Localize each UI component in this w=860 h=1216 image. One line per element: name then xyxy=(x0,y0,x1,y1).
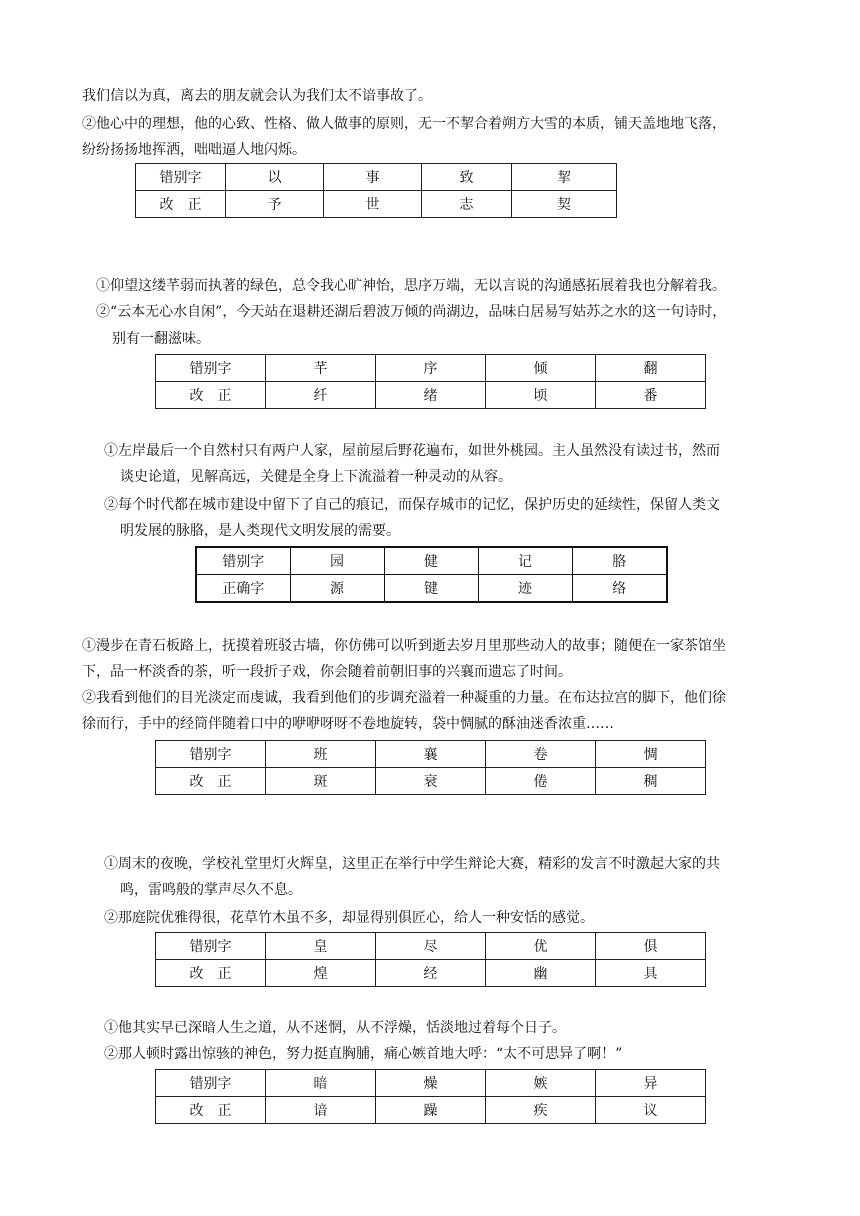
table-header-cell: 错别字 xyxy=(156,1070,266,1097)
correction-table xyxy=(155,740,706,795)
table-cell: 记 xyxy=(478,547,572,575)
table-cell: 俱 xyxy=(596,933,706,960)
table-row xyxy=(156,382,706,409)
table-header-cell: 改 正 xyxy=(156,768,266,795)
table-cell: 事 xyxy=(324,164,422,191)
paragraph-line: ①左岸最后一个自然村只有两户人家，屋前屋后野花遍布，如世外桃园。主人虽然没有读过书，然而 xyxy=(104,443,720,459)
correction-table xyxy=(135,163,617,218)
table-cell: 芊 xyxy=(266,355,376,382)
paragraph-line: ②那人顿时露出惊骇的神色，努力挺直胸脯，痛心嫉首地大呼：“太不可思异了啊！” xyxy=(104,1046,623,1062)
table-cell: 致 xyxy=(422,164,512,191)
paragraph-line: 谈史论道，见解高远，关健是全身上下流溢着一种灵动的从容。 xyxy=(120,469,512,485)
table-cell: 议 xyxy=(596,1097,706,1124)
paragraph-line: ①周末的夜晚，学校礼堂里灯火辉皇，这里正在举行中学生辩论大赛，精彩的发言不时激起大家的共 xyxy=(104,856,720,872)
paragraph-line: 徐而行，手中的经筒伴随着口中的咿咿呀呀不卷地旋转，袋中惆腻的酥油迷香浓重…… xyxy=(82,716,614,732)
table-row xyxy=(156,355,706,382)
paragraph-line: ②每个时代都在城市建设中留下了自己的痕记，而保存城市的记忆，保护历史的延续性，保留人类文 xyxy=(104,497,720,513)
table-cell: 以 xyxy=(226,164,324,191)
table-cell: 园 xyxy=(290,547,384,575)
table-cell: 惆 xyxy=(596,741,706,768)
paragraph-line: ②那庭院优雅得很，花草竹木虽不多，却显得别俱匠心，给人一种安恬的感觉。 xyxy=(104,910,594,926)
table-cell: 胳 xyxy=(572,547,667,575)
table-header-cell: 改 正 xyxy=(156,960,266,987)
paragraph-line: 别有一翻滋味。 xyxy=(112,331,210,347)
table-cell: 异 xyxy=(596,1070,706,1097)
paragraph-line: 明发展的脉胳，是人类现代文明发展的需要。 xyxy=(120,523,400,539)
table-row xyxy=(156,1070,706,1097)
table-header-cell: 改 正 xyxy=(136,191,226,218)
correction-table xyxy=(155,932,706,987)
table-cell: 幽 xyxy=(486,960,596,987)
table-cell: 志 xyxy=(422,191,512,218)
table-cell: 倾 xyxy=(486,355,596,382)
paragraph-line: ②他心中的理想，他的心致、性格、做人做事的原则，无一不挈合着朔方大雪的本质，铺天盖地地飞落， xyxy=(82,116,726,132)
table-cell: 煌 xyxy=(266,960,376,987)
paragraph-line: 我们信以为真，离去的朋友就会认为我们太不谙事故了。 xyxy=(82,88,432,104)
table-cell: 谙 xyxy=(266,1097,376,1124)
table-cell: 键 xyxy=(384,575,478,603)
paragraph-line: ①他其实早已深暗人生之道，从不迷惘，从不浮燥，恬淡地过着每个日子。 xyxy=(104,1020,566,1036)
table-header-cell: 错别字 xyxy=(156,741,266,768)
table-row xyxy=(156,741,706,768)
table-header-cell: 错别字 xyxy=(196,547,290,575)
table-cell: 顷 xyxy=(486,382,596,409)
table-cell: 皇 xyxy=(266,933,376,960)
table-cell: 嫉 xyxy=(486,1070,596,1097)
paragraph-line: ①漫步在青石板路上，抚摸着班驳古墙，你仿佛可以听到逝去岁月里那些动人的故事；随便在一家茶馆坐 xyxy=(82,638,726,654)
table-row xyxy=(156,960,706,987)
table-header-cell: 改 正 xyxy=(156,382,266,409)
table-header-cell: 正确字 xyxy=(196,575,290,603)
table-cell: 具 xyxy=(596,960,706,987)
table-cell: 斑 xyxy=(266,768,376,795)
table-header-cell: 错别字 xyxy=(136,164,226,191)
table-header-cell: 错别字 xyxy=(156,355,266,382)
table-cell: 暗 xyxy=(266,1070,376,1097)
table-cell: 翻 xyxy=(596,355,706,382)
table-row xyxy=(136,164,617,191)
table-cell: 络 xyxy=(572,575,667,603)
table-cell: 尽 xyxy=(376,933,486,960)
table-cell: 经 xyxy=(376,960,486,987)
table-cell: 稠 xyxy=(596,768,706,795)
table-cell: 契 xyxy=(512,191,617,218)
table-cell: 卷 xyxy=(486,741,596,768)
table-row xyxy=(156,933,706,960)
table-row xyxy=(196,547,667,575)
table-row xyxy=(196,575,667,603)
table-cell: 世 xyxy=(324,191,422,218)
table-cell: 倦 xyxy=(486,768,596,795)
correction-table xyxy=(155,354,706,409)
table-cell: 班 xyxy=(266,741,376,768)
table-cell: 优 xyxy=(486,933,596,960)
table-cell: 纤 xyxy=(266,382,376,409)
table-cell: 挈 xyxy=(512,164,617,191)
paragraph-line: 下，品一杯淡香的茶，听一段折子戏，你会随着前朝旧事的兴襄而遗忘了时间。 xyxy=(82,664,572,680)
paragraph-line: 纷纷扬扬地挥洒，咄咄逼人地闪烁。 xyxy=(82,142,306,158)
paragraph-line: ②我看到他们的目光淡定而虔诚，我看到他们的步调充溢着一种凝重的力量。在布达拉宫的脚下，他们徐 xyxy=(82,690,726,706)
paragraph-line: ②“云本无心水自闲”，今天站在退耕还湖后碧波万倾的尚湖边，品味白居易写姑苏之水的这一句诗时， xyxy=(96,304,727,320)
correction-table xyxy=(195,546,668,603)
paragraph-line: 鸣，雷鸣般的掌声尽久不息。 xyxy=(120,882,302,898)
table-header-cell: 错别字 xyxy=(156,933,266,960)
table-cell: 疾 xyxy=(486,1097,596,1124)
table-row xyxy=(156,768,706,795)
table-cell: 襄 xyxy=(376,741,486,768)
table-cell: 健 xyxy=(384,547,478,575)
table-cell: 衰 xyxy=(376,768,486,795)
table-cell: 予 xyxy=(226,191,324,218)
table-cell: 迹 xyxy=(478,575,572,603)
correction-table xyxy=(155,1069,706,1124)
table-cell: 序 xyxy=(376,355,486,382)
table-cell: 绪 xyxy=(376,382,486,409)
table-cell: 源 xyxy=(290,575,384,603)
table-row xyxy=(156,1097,706,1124)
table-cell: 躁 xyxy=(376,1097,486,1124)
table-cell: 番 xyxy=(596,382,706,409)
paragraph-line: ①仰望这缕芊弱而执著的绿色，总令我心旷神怡，思序万端，无以言说的沟通感拓展着我也分解着我。 xyxy=(96,278,726,294)
table-row xyxy=(136,191,617,218)
table-cell: 燥 xyxy=(376,1070,486,1097)
table-header-cell: 改 正 xyxy=(156,1097,266,1124)
